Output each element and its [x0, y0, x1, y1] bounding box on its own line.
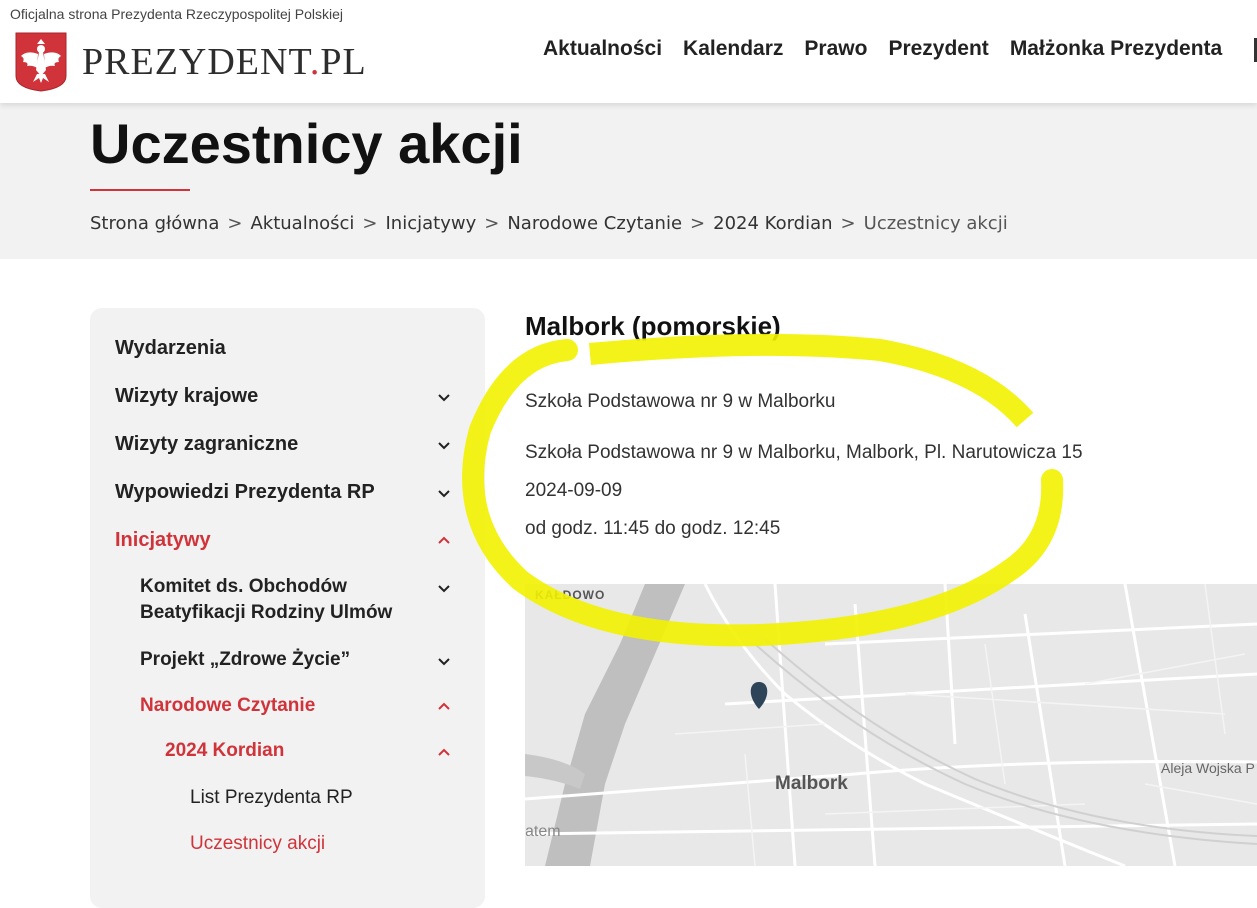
sidebar-item-wydarzenia[interactable]: Wydarzenia [115, 337, 226, 359]
breadcrumb-separator: > [840, 213, 856, 234]
chevron-down-icon[interactable] [435, 579, 453, 597]
location-map[interactable] [525, 584, 1257, 866]
chevron-down-icon[interactable] [435, 652, 453, 670]
page-title: Uczestnicy akcji [90, 112, 523, 175]
chevron-down-icon[interactable] [435, 436, 453, 454]
map-label-partial: atem [525, 823, 561, 840]
sidebar-item-2024-kordian[interactable]: 2024 Kordian [165, 740, 285, 761]
nav-aktualnosci[interactable]: Aktualności [543, 37, 663, 60]
eagle-emblem-icon[interactable] [15, 32, 67, 92]
event-school: Szkoła Podstawowa nr 9 w Malborku [525, 391, 836, 412]
breadcrumb-separator: > [690, 213, 706, 234]
breadcrumb-narodowe-czytanie[interactable]: Narodowe Czytanie [507, 213, 683, 234]
site-header [0, 0, 1257, 103]
official-site-note: Oficjalna strona Prezydenta Rzeczypospolitej Polskiej [10, 6, 344, 22]
sidebar-item-wypowiedzi[interactable]: Wypowiedzi Prezydenta RP [115, 481, 375, 503]
event-date: 2024-09-09 [525, 480, 623, 501]
sidebar-item-komitet-ulmow[interactable]: Komitet ds. Obchodów Beatyfikacji Rodziny Ulmów [140, 576, 393, 623]
breadcrumb-2024-kordian[interactable]: 2024 Kordian [713, 213, 833, 234]
sidebar-item-zdrowe-zycie[interactable]: Projekt „Zdrowe Życie” [140, 649, 351, 670]
title-underline [90, 189, 190, 191]
sidebar-item-inicjatywy[interactable]: Inicjatywy [115, 529, 211, 551]
map-label-malbork: Malbork [775, 773, 848, 794]
site-name-dot: . [309, 41, 321, 83]
event-title: Malbork (pomorskie) [525, 311, 781, 341]
breadcrumb-home[interactable]: Strona główna [90, 213, 220, 234]
sidebar-item-narodowe-czytanie[interactable]: Narodowe Czytanie [140, 695, 316, 716]
breadcrumb-separator: > [227, 213, 243, 234]
sidebar-item-wizyty-zagraniczne[interactable]: Wizyty zagraniczne [115, 433, 299, 455]
breadcrumb-separator: > [484, 213, 500, 234]
site-logo-text[interactable] [82, 40, 367, 84]
title-band [0, 103, 1257, 259]
map-label-kaldowo: KAŁDOWO [535, 588, 606, 602]
chevron-down-icon[interactable] [435, 388, 453, 406]
chevron-down-icon[interactable] [435, 484, 453, 502]
event-address: Szkoła Podstawowa nr 9 w Malborku, Malbork, Pl. Narutowicza 15 [525, 442, 1083, 463]
site-name-main: PREZYDENT [82, 41, 310, 83]
breadcrumb [90, 213, 1008, 234]
breadcrumb-current: Uczestnicy akcji [863, 213, 1008, 234]
breadcrumb-separator: > [362, 213, 378, 234]
chevron-up-icon[interactable] [435, 531, 453, 549]
chevron-up-icon[interactable] [435, 697, 453, 715]
sidebar-item-wizyty-krajowe[interactable]: Wizyty krajowe [115, 385, 259, 407]
sidebar-item-list-prezydenta[interactable]: List Prezydenta RP [190, 787, 353, 808]
event-time: od godz. 11:45 do godz. 12:45 [525, 518, 781, 539]
nav-kalendarz[interactable]: Kalendarz [683, 37, 784, 60]
nav-prawo[interactable]: Prawo [804, 37, 868, 60]
breadcrumb-inicjatywy[interactable]: Inicjatywy [385, 213, 477, 234]
nav-malzonka-prezydenta[interactable]: Małżonka Prezydenta [1009, 37, 1223, 60]
main-nav [543, 37, 1222, 61]
chevron-up-icon[interactable] [435, 743, 453, 761]
site-name-tld: PL [320, 41, 367, 83]
nav-prezydent[interactable]: Prezydent [888, 37, 989, 60]
sidebar-menu [90, 308, 485, 908]
breadcrumb-aktualnosci[interactable]: Aktualności [250, 213, 355, 234]
map-label-street: Aleja Wojska P [1161, 760, 1255, 776]
sidebar-item-uczestnicy-akcji[interactable]: Uczestnicy akcji [190, 833, 326, 854]
